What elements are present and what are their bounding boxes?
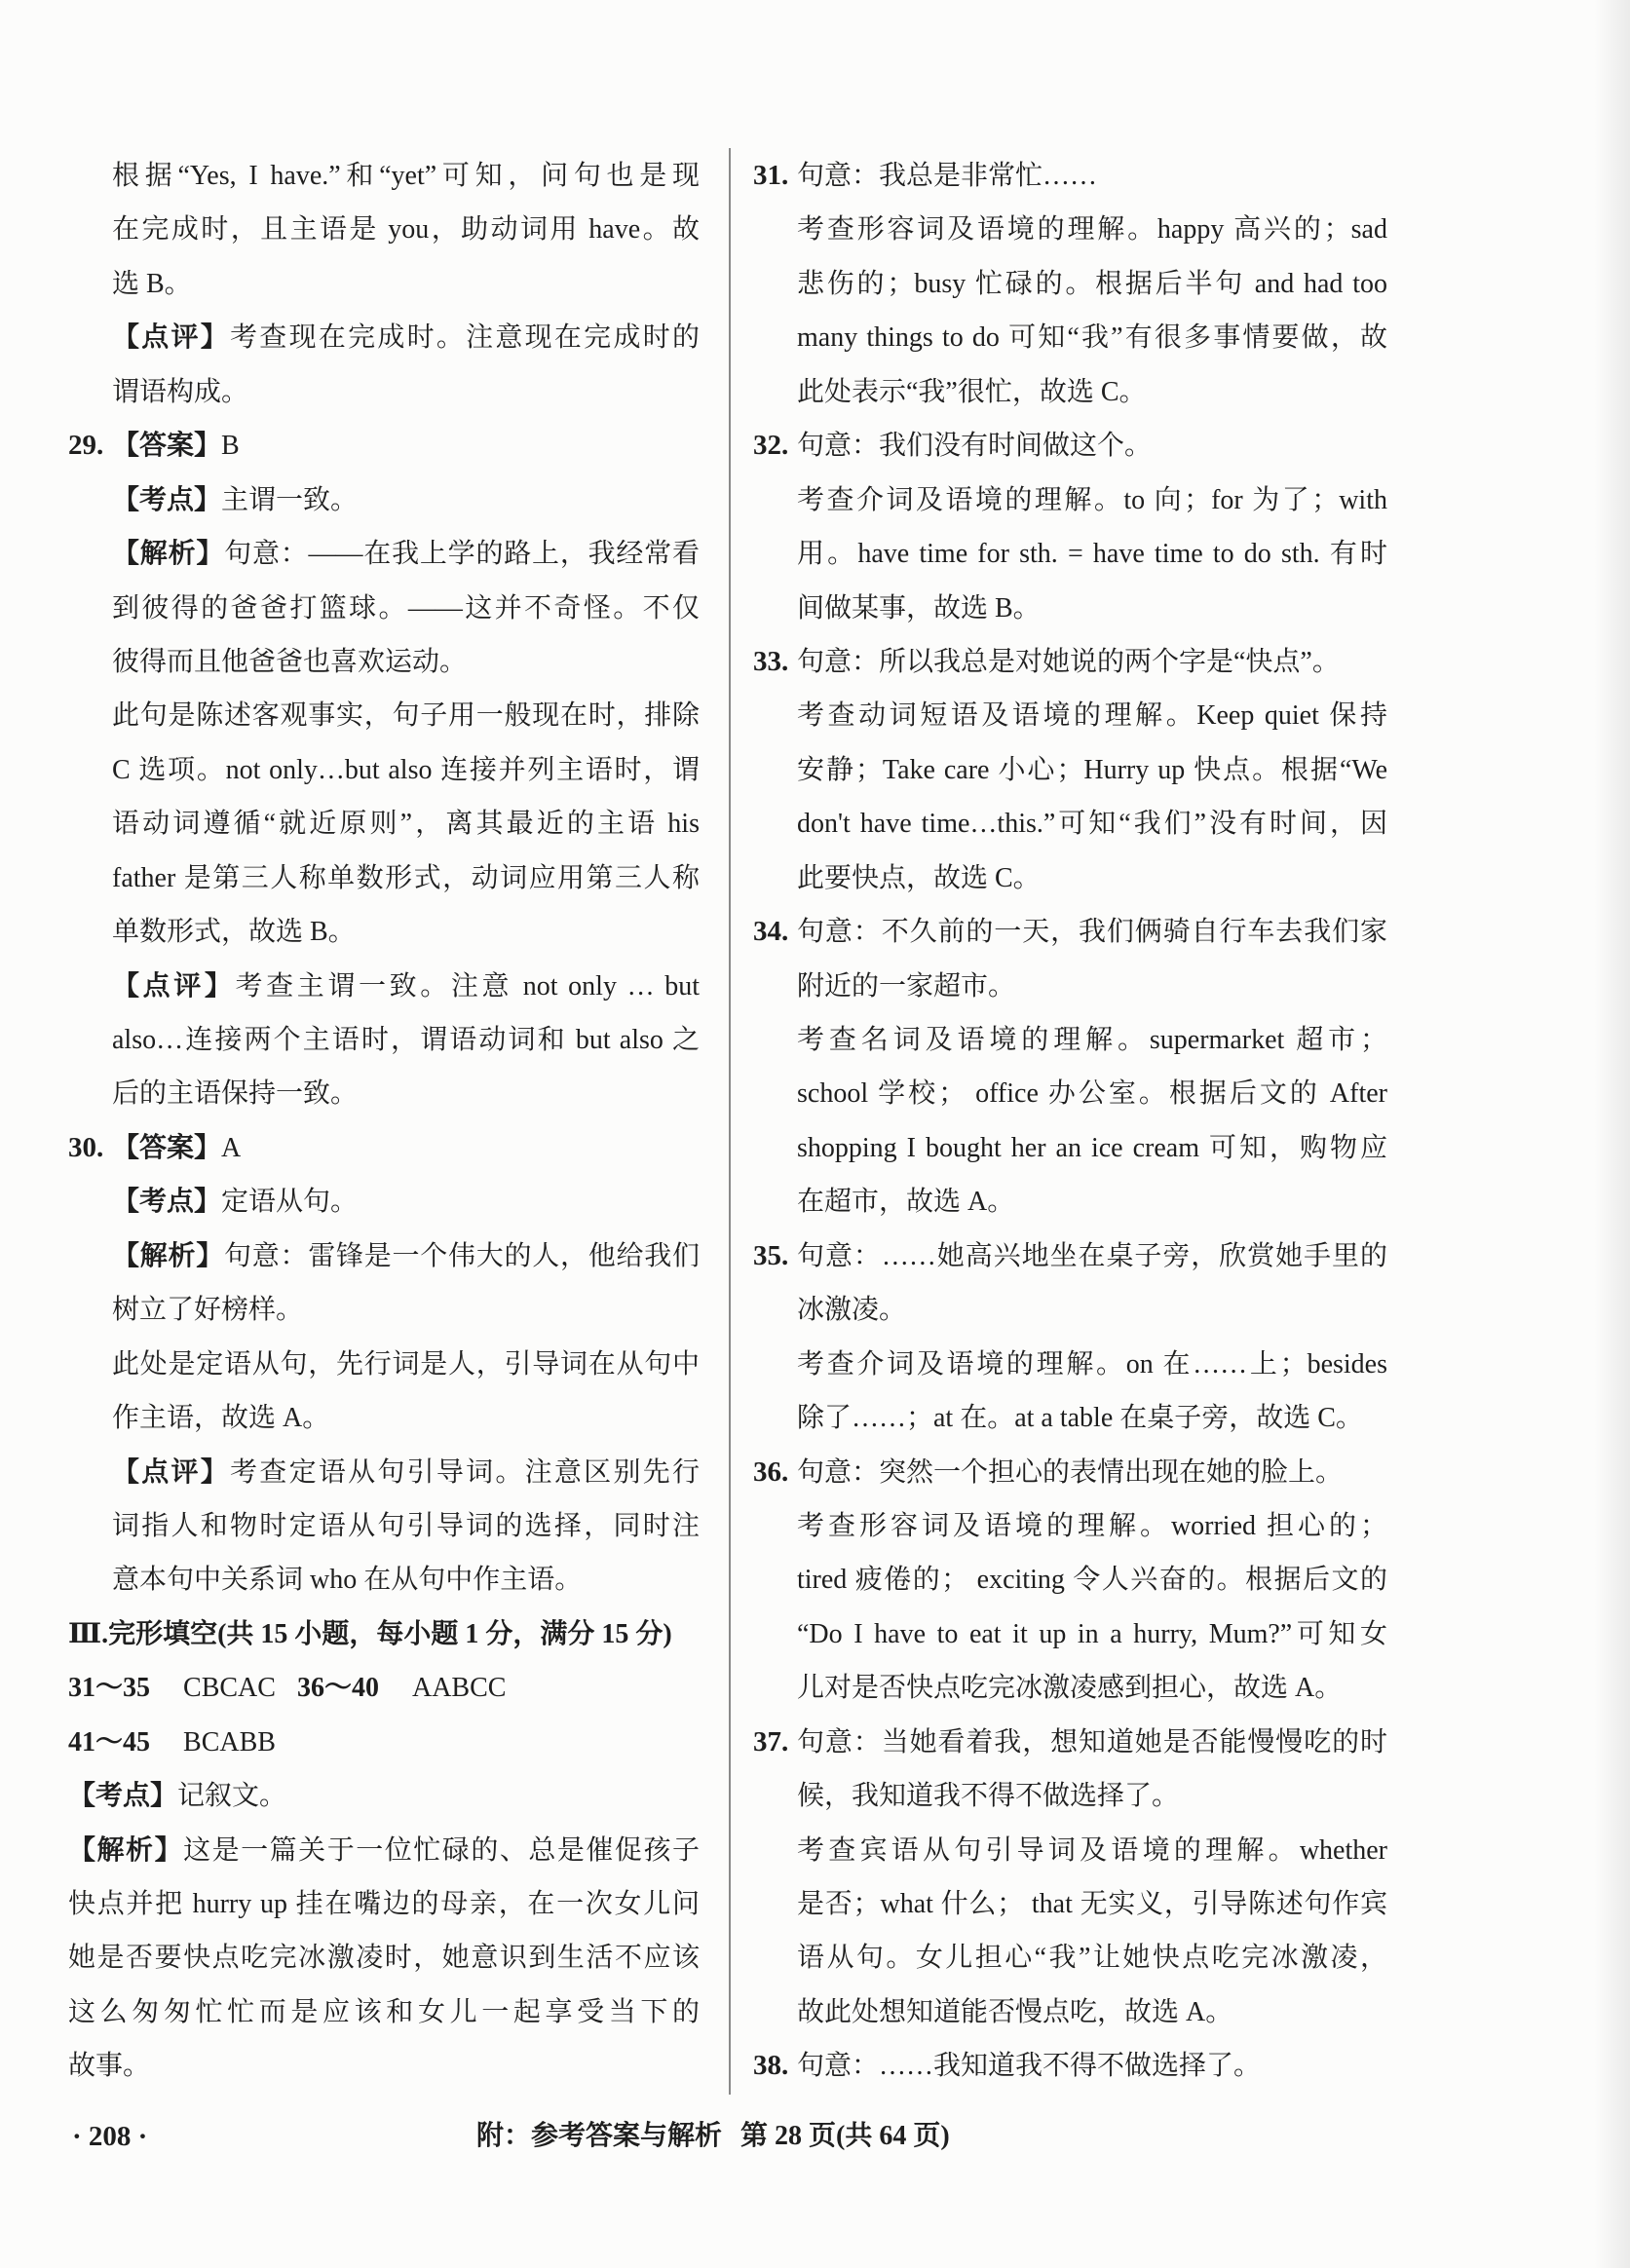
line-text: 句意：我总是非常忙……: [797, 161, 1098, 191]
text-line: [797, 635, 1387, 689]
line-text: 考查现在完成时。注意现在完成时的: [230, 322, 700, 354]
text-line: [797, 1229, 1387, 1283]
line-text: 考查定语从句引导词。注意区别先行: [230, 1456, 700, 1488]
text-line: [797, 960, 1387, 1013]
answer-item: [753, 2039, 1387, 2093]
line-text: 意本句中关系词 who 在从句中作主语。: [112, 1565, 583, 1596]
line-text: 这么匆匆忙忙而是应该和女儿一起享受当下的: [68, 1996, 700, 2027]
text-line: [112, 1391, 700, 1445]
line-text: 此句是陈述客观事实，句子用一般现在时，排除: [112, 700, 700, 732]
column-divider: [729, 148, 731, 2095]
line-text: 附近的一家超市。: [797, 970, 1016, 1002]
line-text: also…连接两个主语时，谓语动词和 but also 之: [112, 1025, 700, 1055]
text-line: [112, 635, 700, 689]
line-text: A: [221, 1132, 242, 1163]
text-line: [797, 1391, 1387, 1445]
text-line: [797, 1553, 1387, 1606]
text-line: [797, 689, 1387, 742]
line-text: 后的主语保持一致。: [112, 1078, 359, 1110]
item-number: 38.: [753, 2050, 789, 2082]
text-line: [112, 1067, 700, 1120]
line-text: 句意：雷锋是一个伟大的人，他给我们: [224, 1240, 700, 1271]
answer-item: [753, 635, 1387, 905]
line-text: 根据“Yes, I have.”和“yet”可知，问句也是现: [112, 161, 700, 191]
line-text: school 学校； office 办公室。根据后文的 After: [797, 1078, 1387, 1110]
item-number: 30.: [68, 1131, 104, 1163]
line-text: 此要快点，故选 C。: [797, 862, 1041, 893]
line-text: B: [221, 431, 240, 462]
text-line: [112, 960, 700, 1013]
answer-item: [753, 1446, 1387, 1716]
answer-letters: BCABB: [183, 1726, 276, 1758]
line-text: 彼得而且他爸爸也喜欢运动。: [112, 646, 468, 677]
text-line: [112, 365, 700, 419]
text-line: [112, 689, 700, 742]
text-line: [68, 1877, 700, 1931]
line-text: 她是否要快点吃完冰激凌时，她意识到生活不应该: [68, 1943, 700, 1974]
text-line: [112, 1338, 700, 1391]
line-text: 考查介词及语境的理解。on 在……上；besides: [797, 1348, 1387, 1380]
text-line: [797, 582, 1387, 635]
text-line: [797, 149, 1387, 203]
text-line: [112, 1121, 700, 1175]
line-text: 间做某事，故选 B。: [797, 592, 1041, 624]
answer-item: [68, 1121, 700, 1607]
note-tag: 【点评】: [112, 1456, 231, 1488]
line-text: 此处表示“我”很忙，故选 C。: [797, 376, 1147, 407]
footer-page-count: 第 28 页(共 64 页): [740, 2121, 950, 2151]
line-text: 考查主谓一致。注意 not only … but: [235, 970, 700, 1002]
line-text: 句意：……她高兴地坐在桌子旁，欣赏她手里的: [797, 1240, 1387, 1271]
line-text: 考查形容词及语境的理解。happy 高兴的；sad: [797, 214, 1387, 246]
line-text: 词指人和物时定语从句引导词的选择，同时注: [112, 1510, 700, 1541]
line-text: 句意：——在我上学的路上，我经常看: [224, 539, 700, 570]
text-line: [112, 905, 700, 959]
answer-key-row: [68, 1716, 700, 1769]
scan-edge-shade: [1594, 0, 1630, 2268]
item-number: 35.: [753, 1239, 789, 1271]
section-block: [68, 1607, 700, 2094]
text-line: [112, 473, 700, 527]
text-line: [797, 1931, 1387, 1984]
text-line: [112, 527, 700, 581]
text-line: [797, 1121, 1387, 1175]
text-line: [797, 1661, 1387, 1715]
text-line: [112, 311, 700, 364]
note-tag: 【解析】: [68, 1834, 184, 1866]
line-text: 此处是定语从句，先行词是人，引导词在从句中: [112, 1348, 700, 1380]
answer-letters: CBCAC: [183, 1673, 276, 1704]
line-text: 树立了好榜样。: [112, 1295, 304, 1326]
line-text: don't have time…this.”可知“我们”没有时间，因: [797, 809, 1387, 840]
text-line: [797, 1175, 1387, 1228]
answer-item: [753, 419, 1387, 635]
text-line: [797, 1769, 1387, 1823]
answer-item: [753, 1229, 1387, 1446]
line-text: 考查介词及语境的理解。to 向；for 为了；with: [797, 484, 1387, 515]
line-text: many things to do 可知“我”有很多事情要做，故: [797, 322, 1387, 354]
text-line: [112, 1499, 700, 1553]
line-text: 句意：……我知道我不得不做选择了。: [797, 2051, 1262, 2082]
line-text: tired 疲倦的； exciting 令人兴奋的。根据后文的: [797, 1565, 1387, 1596]
item-number: 33.: [753, 645, 789, 677]
answer-item: [68, 419, 700, 1121]
text-line: [797, 473, 1387, 527]
note-tag: 【考点】: [68, 1781, 178, 1812]
text-line: [68, 1824, 700, 1877]
text-line: [797, 743, 1387, 797]
line-text: 语从句。女儿担心“我”让她快点吃完冰激凌，: [797, 1943, 1387, 1974]
answer-range: 36～40: [296, 1673, 379, 1704]
note-tag: 【解析】: [112, 1240, 224, 1271]
page-number: · 208 ·: [72, 2121, 148, 2152]
line-text: 单数形式，故选 B。: [112, 917, 356, 948]
line-text: 句意：所以我总是对她说的两个字是“快点”。: [797, 646, 1340, 677]
text-line: [112, 582, 700, 635]
line-text: 用。have time for sth. = have time to do sth. 有时: [797, 539, 1387, 570]
note-tag: 【点评】: [112, 322, 231, 354]
text-line: [797, 203, 1387, 256]
line-text: C 选项。not only…but also 连接并列主语时，谓: [112, 754, 700, 785]
text-line: [112, 1175, 700, 1228]
text-line: [797, 905, 1387, 959]
line-text: father 是第三人称单数形式，动词应用第三人称: [112, 862, 700, 893]
line-text: 考查动词短语及语境的理解。Keep quiet 保持: [797, 700, 1387, 732]
footer-title: 附：参考答案与解析: [476, 2121, 723, 2151]
text-line: [68, 1769, 700, 1823]
line-text: 谓语构成。: [112, 376, 249, 407]
text-line: [112, 257, 700, 311]
text-line: [797, 2039, 1387, 2093]
section-title: Ⅲ.完形填空(共 15 小题，每小题 1 分，满分 15 分): [68, 1618, 672, 1649]
line-text: 语动词遵循“就近原则”，离其最近的主语 his: [112, 809, 700, 840]
text-line: [68, 2039, 700, 2093]
text-line: [112, 1446, 700, 1499]
text-line: [112, 1283, 700, 1337]
note-tag: 【答案】: [112, 431, 222, 462]
text-line: [797, 1283, 1387, 1337]
line-text: 到彼得的爸爸打篮球。——这并不奇怪。不仅: [112, 592, 700, 624]
line-text: 候，我知道我不得不做选择了。: [797, 1781, 1180, 1812]
text-line: [797, 1013, 1387, 1067]
line-text: 考查宾语从句引导词及语境的理解。whether: [797, 1834, 1387, 1866]
line-text: 安静；Take care 小心；Hurry up 快点。根据“We: [797, 754, 1387, 785]
note-tag: 【解析】: [112, 539, 225, 570]
note-tag: 【考点】: [112, 1187, 222, 1218]
line-text: 故此处想知道能否慢点吃，故选 A。: [797, 1996, 1233, 2027]
item-number: 36.: [753, 1455, 789, 1488]
text-line: [112, 797, 700, 850]
line-text: 定语从句。: [221, 1187, 359, 1218]
line-text: 记叙文。: [177, 1781, 287, 1812]
text-line: [68, 1985, 700, 2039]
answer-item: [68, 149, 700, 419]
answer-item: [753, 905, 1387, 1229]
note-tag: 【点评】: [112, 970, 236, 1002]
line-text: shopping I bought her an ice cream 可知，购物应: [797, 1132, 1387, 1163]
text-line: [797, 1716, 1387, 1769]
answer-item: [753, 1716, 1387, 2040]
text-line: [112, 419, 700, 472]
line-text: “Do I have to eat it up in a hurry, Mum?”可知女: [797, 1618, 1387, 1649]
text-line: [797, 1067, 1387, 1120]
text-line: [797, 419, 1387, 472]
text-line: [797, 365, 1387, 419]
line-text: 故事。: [68, 2051, 151, 2082]
line-text: 是否；what 什么； that 无实义，引导陈述句作宾: [797, 1889, 1387, 1919]
answer-item: [753, 149, 1387, 419]
answer-key-row: [68, 1661, 700, 1715]
text-line: [797, 311, 1387, 364]
left-column: [68, 149, 700, 2094]
text-line: [112, 203, 700, 256]
text-line: [112, 1013, 700, 1067]
line-text: 选 B。: [112, 268, 192, 299]
text-line: [68, 1931, 700, 1984]
item-number: 32.: [753, 430, 789, 462]
line-text: 快点并把 hurry up 挂在嘴边的母亲，在一次女儿问: [68, 1889, 700, 1919]
answer-letters: AABCC: [411, 1673, 507, 1704]
line-text: 在完成时，且主语是 you，助动词用 have。故: [112, 214, 700, 246]
note-tag: 【考点】: [112, 484, 222, 515]
item-number: 31.: [753, 160, 789, 191]
answer-range: 31～35: [68, 1673, 151, 1704]
line-text: 在超市，故选 A。: [797, 1187, 1015, 1218]
text-line: [797, 1877, 1387, 1931]
text-line: [797, 1446, 1387, 1499]
text-line: [112, 1229, 700, 1283]
line-text: 作主语，故选 A。: [112, 1403, 330, 1434]
text-line: [797, 1824, 1387, 1877]
note-tag: 【答案】: [112, 1132, 222, 1163]
line-text: 句意：不久前的一天，我们俩骑自行车去我们家: [797, 917, 1387, 948]
page-footer: [0, 2112, 1630, 2161]
text-line: [797, 1985, 1387, 2039]
line-text: 这是一篇关于一位忙碌的、总是催促孩子: [183, 1834, 700, 1866]
item-number: 37.: [753, 1725, 789, 1758]
right-column: [753, 149, 1387, 2094]
answer-range: 41～45: [68, 1726, 151, 1758]
text-line: [797, 1338, 1387, 1391]
line-text: 除了……；at 在。at a table 在桌子旁，故选 C。: [797, 1403, 1363, 1434]
text-line: [797, 797, 1387, 850]
text-line: [112, 1553, 700, 1606]
text-line: [797, 1607, 1387, 1661]
line-text: 考查名词及语境的理解。supermarket 超市；: [797, 1025, 1387, 1055]
line-text: 考查形容词及语境的理解。worried 担心的；: [797, 1510, 1387, 1541]
text-line: [112, 851, 700, 905]
line-text: 句意：当她看着我，想知道她是否能慢慢吃的时: [797, 1726, 1387, 1758]
text-line: [797, 257, 1387, 311]
text-line: [112, 743, 700, 797]
line-text: 句意：突然一个担心的表情出现在她的脸上。: [797, 1456, 1344, 1488]
text-line: [797, 527, 1387, 581]
text-line: [112, 149, 700, 203]
line-text: 冰激凌。: [797, 1295, 907, 1326]
line-text: 儿对是否快点吃完冰激凌感到担心，故选 A。: [797, 1673, 1343, 1704]
text-line: [797, 1499, 1387, 1553]
text-line: [797, 851, 1387, 905]
item-number: 29.: [68, 430, 104, 462]
item-number: 34.: [753, 916, 789, 948]
line-text: 主谓一致。: [221, 484, 359, 515]
line-text: 句意：我们没有时间做这个。: [797, 431, 1153, 462]
line-text: 悲伤的；busy 忙碌的。根据后半句 and had too: [797, 268, 1387, 299]
